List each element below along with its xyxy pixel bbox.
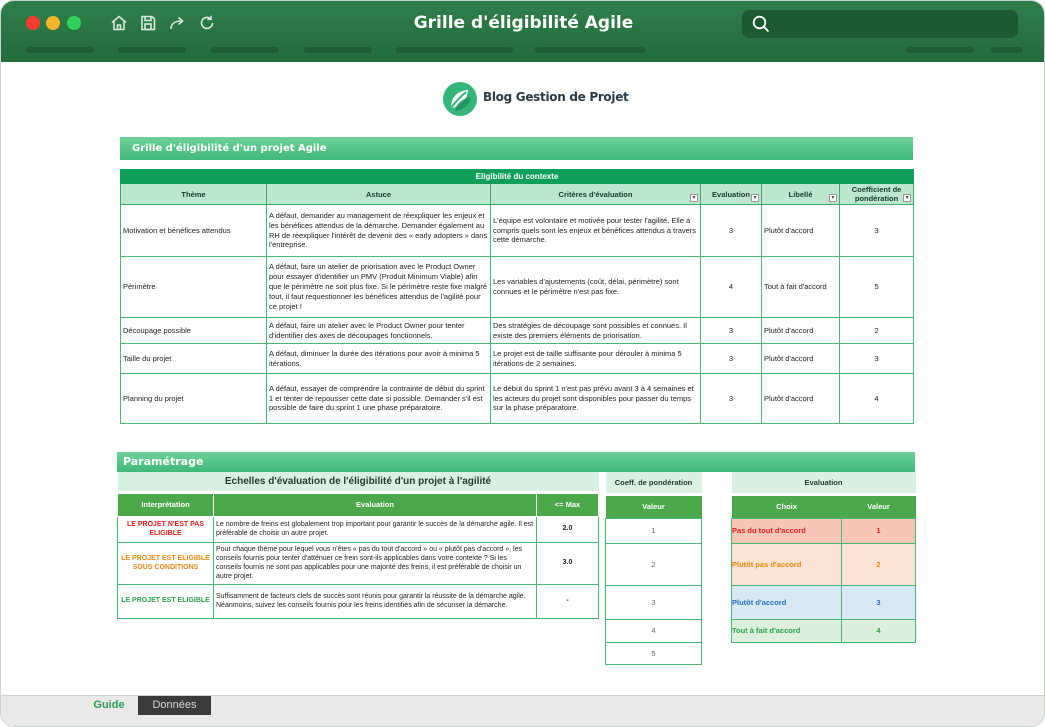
toolbar-placeholder <box>535 47 645 53</box>
cell-theme[interactable]: Périmètre <box>121 257 267 318</box>
toolbar-placeholder <box>211 47 279 53</box>
search-icon <box>751 14 771 34</box>
cell-criteres[interactable]: Le projet est de taille suffisante pour dérouler à minima 5 itérations de 2 semaines. <box>491 344 701 374</box>
col-header-scale-evaluation: Evaluation <box>214 492 537 516</box>
filter-dropdown-icon[interactable]: ▼ <box>830 195 836 201</box>
toolbar-placeholder <box>304 47 372 53</box>
cell-coefficient[interactable]: 4 <box>840 374 914 424</box>
table-row <box>732 585 916 619</box>
eval-table-title: Evaluation <box>732 472 916 494</box>
cell-choix[interactable]: Plutôt d'accord <box>732 585 842 619</box>
table-row <box>118 584 599 618</box>
logo-text: Blog Gestion de Projet <box>483 90 629 104</box>
window-title: Grille d'éligibilité Agile <box>413 13 634 33</box>
search-input[interactable] <box>742 10 1018 38</box>
cell-scale-evaluation[interactable]: Le nombre de freins est globalement trop important pour garantir le succès de la démarche agile. Il est préférable de choisir un autre projet. <box>214 516 537 542</box>
table-row <box>118 516 599 542</box>
cell-evaluation[interactable]: 3 <box>701 374 762 424</box>
filter-dropdown-icon[interactable]: ▼ <box>904 195 910 201</box>
table-row <box>121 318 914 344</box>
sheet-content <box>1 62 1045 695</box>
close-window-button[interactable] <box>26 16 40 30</box>
cell-evaluation[interactable]: 3 <box>701 344 762 374</box>
evaluation-scale-table <box>731 472 916 643</box>
cell-criteres[interactable]: Les variables d'ajustements (coût, délai, périmètre) sont connues et le périmètre n'est pas fixe. <box>491 257 701 318</box>
coef-value-cell[interactable]: 5 <box>606 642 702 664</box>
cell-scale-evaluation[interactable]: Pour chaque thème pour lequel vous n'êtes « pas du tout d'accord » ou « plutôt pas d'accord », les conseils fournis pour tenter d'atténuer ce frein sont-ils applicables dans votre contexte ? Si les conseils fournis ne sont pas applicables pour une majorité des freins, il est préférable de choisir un autre projet. <box>214 542 537 584</box>
refresh-icon[interactable] <box>197 13 217 33</box>
leaf-logo-icon <box>442 81 478 117</box>
col-header-eval-valeur: Valeur <box>842 494 916 518</box>
cell-choix[interactable]: Tout à fait d'accord <box>732 619 842 642</box>
col-header-max: <= Max <box>537 492 599 516</box>
tab-donnees[interactable]: Données <box>138 696 211 715</box>
col-header-evaluation: Evaluation ▼ <box>701 184 762 205</box>
table-row <box>732 518 916 543</box>
col-header-criteres: Critères d'évaluation ▼ <box>491 184 701 205</box>
col-header-astuce: Astuce <box>267 184 491 205</box>
filter-dropdown-icon[interactable]: ▼ <box>691 195 697 201</box>
table-row <box>121 374 914 424</box>
cell-interpretation[interactable]: LE PROJET N'EST PAS ELIGIBLE <box>118 516 214 542</box>
cell-max[interactable]: - <box>537 584 599 618</box>
toolbar-placeholder <box>906 47 974 53</box>
cell-evaluation[interactable]: 3 <box>701 205 762 257</box>
cell-eval-valeur[interactable]: 4 <box>842 619 916 642</box>
coef-value-cell[interactable]: 3 <box>606 585 702 619</box>
cell-coefficient[interactable]: 2 <box>840 318 914 344</box>
section-title-parametrage: Paramétrage <box>117 452 915 472</box>
table-row <box>121 344 914 374</box>
table-row <box>118 542 599 584</box>
cell-max[interactable]: 3.0 <box>537 542 599 584</box>
cell-libelle[interactable]: Plutôt d'accord <box>762 205 840 257</box>
cell-eval-valeur[interactable]: 2 <box>842 543 916 585</box>
cell-libelle[interactable]: Tout à fait d'accord <box>762 257 840 318</box>
cell-theme[interactable]: Planning du projet <box>121 374 267 424</box>
cell-theme[interactable]: Découpage possible <box>121 318 267 344</box>
cell-astuce[interactable]: A défaut, faire un atelier de priorisation avec le Product Owner pour essayer d'identifier un PMV (Produit Minimum Viable) afin que le périmètre ne soit plus fixe. Si le périmètre reste fixe malgré tout, il faut requestionner les bénéfices attendus de l'agilité pour ce projet ! <box>267 257 491 318</box>
coef-value-cell[interactable]: 4 <box>606 619 702 642</box>
context-table <box>120 169 914 424</box>
cell-scale-evaluation[interactable]: Suffisamment de facteurs clefs de succès sont réunis pour garantir la réussite de la démarche agile. Néanmoins, suivez les conseils fournis pour les freins identifiés afin de sécuriser la démarche. <box>214 584 537 618</box>
cell-coefficient[interactable]: 3 <box>840 344 914 374</box>
save-icon[interactable] <box>138 13 158 33</box>
col-header-libelle: Libellé ▼ <box>762 184 840 205</box>
filter-dropdown-icon[interactable]: ▼ <box>752 195 758 201</box>
cell-libelle[interactable]: Plutôt d'accord <box>762 374 840 424</box>
table-row <box>732 543 916 585</box>
cell-evaluation[interactable]: 3 <box>701 318 762 344</box>
cell-libelle[interactable]: Plutôt d'accord <box>762 318 840 344</box>
cell-astuce[interactable]: A défaut, demander au management de réexpliquer les enjeux et les bénéfices attendus de la démarche. Demander également au RH de réexpliquer l'intérêt de devenir des « early adopters » dans l'entreprise. <box>267 205 491 257</box>
cell-theme[interactable]: Taille du projet <box>121 344 267 374</box>
cell-criteres[interactable]: L'équipe est volontaire et motivée pour tester l'agilité. Elle a compris quels sont les enjeux et bénéfices attendus à travers cette démarche. <box>491 205 701 257</box>
cell-coefficient[interactable]: 3 <box>840 205 914 257</box>
coef-value-cell[interactable]: 1 <box>606 518 702 543</box>
maximize-window-button[interactable] <box>67 16 81 30</box>
col-header-theme: Thème <box>121 184 267 205</box>
minimize-window-button[interactable] <box>46 16 60 30</box>
col-header-choix: Choix <box>732 494 842 518</box>
logo <box>442 81 629 117</box>
section-title-grille: Grille d'éligibilité d'un projet Agile <box>120 137 913 160</box>
home-icon[interactable] <box>109 13 129 33</box>
tab-guide[interactable]: Guide <box>83 696 135 715</box>
col-header-interpretation: Interprétation <box>118 492 214 516</box>
cell-eval-valeur[interactable]: 3 <box>842 585 916 619</box>
col-header-coefficient: Coefficient de pondération ▼ <box>840 184 914 205</box>
toolbar-placeholder <box>396 47 513 53</box>
cell-evaluation[interactable]: 4 <box>701 257 762 318</box>
scale-table-title: Echelles d'évaluation de l'éligibilité d'un projet à l'agilité <box>118 472 599 492</box>
cell-eval-valeur[interactable]: 1 <box>842 518 916 543</box>
cell-interpretation[interactable]: LE PROJET EST ELIGIBLE SOUS CONDITIONS <box>118 542 214 584</box>
toolbar-placeholder <box>118 47 186 53</box>
cell-choix[interactable]: Pas du tout d'accord <box>732 518 842 543</box>
share-icon[interactable] <box>167 13 187 33</box>
cell-astuce[interactable]: A défaut, faire un atelier avec le Product Owner pour tenter d'identifier des axes de découpages fonctionnels. <box>267 318 491 344</box>
cell-choix[interactable]: Plutôt pas d'accord <box>732 543 842 585</box>
table-row <box>121 205 914 257</box>
cell-criteres[interactable]: Le début du sprint 1 n'est pas prévu avant 3 à 4 semaines et les acteurs du projet sont disponibles pour passer du temps sur la phase préparatoire. <box>491 374 701 424</box>
cell-coefficient[interactable]: 5 <box>840 257 914 318</box>
col-header-valeur: Valeur <box>606 494 702 518</box>
coef-value-cell[interactable]: 2 <box>606 543 702 585</box>
cell-astuce[interactable]: A défaut, essayer de comprendre la contrainte de début du sprint 1 et tenter de repousser cette date si possible. Demander s'il est possible de faire du sprint 1 une phase préparatoire. <box>267 374 491 424</box>
table-row <box>121 257 914 318</box>
cell-max[interactable]: 2.0 <box>537 516 599 542</box>
cell-interpretation[interactable]: LE PROJET EST ELIGIBLE <box>118 584 214 618</box>
sheet-tab-bar <box>1 695 1045 727</box>
coef-table-title: Coeff. de pondération <box>606 472 702 494</box>
toolbar-placeholder <box>991 47 1023 53</box>
cell-libelle[interactable]: Plutôt d'accord <box>762 344 840 374</box>
cell-criteres[interactable]: Des stratégies de découpage sont possibles et connues. Il existe des premiers éléments de priorisation. <box>491 318 701 344</box>
coefficient-table <box>605 472 702 665</box>
scale-table <box>117 472 599 619</box>
cell-astuce[interactable]: A défaut, diminuer la durée des itérations pour avoir à minima 5 itérations. <box>267 344 491 374</box>
title-bar <box>1 1 1045 62</box>
table-row <box>732 619 916 642</box>
context-group-header: Eligibilité du contexte <box>121 170 914 184</box>
cell-theme[interactable]: Motivation et bénéfices attendus <box>121 205 267 257</box>
toolbar-placeholder <box>26 47 94 53</box>
